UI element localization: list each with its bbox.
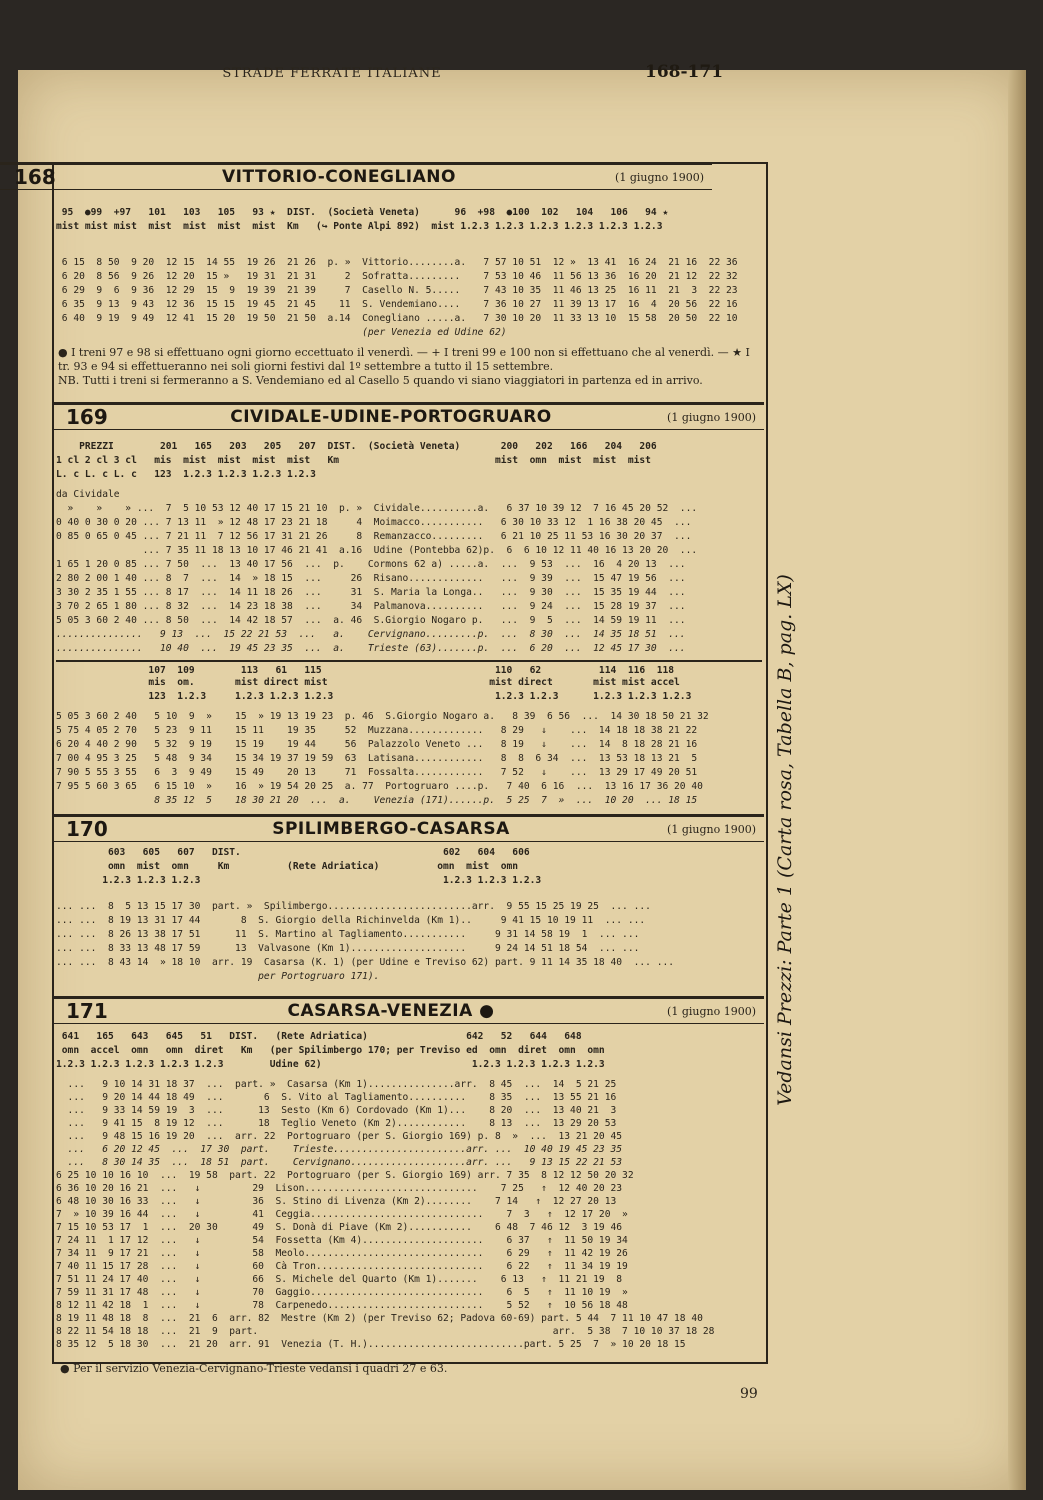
table-row: ... 9 41 15 8 19 12 ... 18 Teglio Veneto (Km 2)............ 8 13 ... 13 29 20 53 bbox=[56, 1118, 617, 1129]
section-number: 168 bbox=[14, 165, 56, 189]
column-header: L. c L. c L. c 123 1.2.3 1.2.3 1.2.3 1.2.3 bbox=[56, 469, 316, 480]
table-row: 7 » 10 39 16 44 ... ↓ 41 Ceggia.............................. 7 3 ↑ 12 17 20 » bbox=[56, 1209, 628, 1220]
table-row: ... 6 20 12 45 ... 17 30 part. Trieste.......................arr. ... 10 40 19 45 23 35 bbox=[56, 1144, 623, 1155]
table-row: 6 20 8 56 9 26 12 20 15 » 19 31 21 31 2 Sofratta......... 7 53 10 46 11 56 13 36 16 20 21 12 22 32 bbox=[56, 271, 738, 282]
section-date: (1 giugno 1900) bbox=[667, 1004, 756, 1018]
page-edge bbox=[1008, 70, 1026, 1490]
table-row: 7 00 4 95 3 25 5 48 9 34 15 34 19 37 19 59 63 Latisana............ 8 8 6 34 ... 13 53 18 13 21 5 bbox=[56, 753, 698, 764]
column-header: 107 109 113 61 115 110 62 114 116 118 bbox=[56, 660, 762, 677]
table-row: ... 9 20 14 44 18 49 ... 6 S. Vito al Tagliamento.......... 8 35 ... 13 55 21 16 bbox=[56, 1092, 617, 1103]
table-row: 6 25 10 10 16 10 ... 19 58 part. 22 Portogruaro (per S. Giorgio 169) arr. 7 35 8 12 12 50 20 32 bbox=[56, 1170, 634, 1181]
table-row: 8 12 11 42 18 1 ... ↓ 78 Carpenedo........................... 5 52 ↑ 10 56 18 48 bbox=[56, 1300, 628, 1311]
table-row: ... ... 8 19 13 31 17 44 8 S. Giorgio della Richinvelda (Km 1).. 9 41 15 10 19 11 ... ... bbox=[56, 915, 646, 926]
table-row: 3 30 2 35 1 55 ... 8 17 ... 14 11 18 26 ... 31 S. Maria la Longa.. ... 9 30 ... 15 35 19 44 ... bbox=[56, 587, 686, 598]
column-header: 95 ●99 +97 101 103 105 93 ★ DIST. (Società Veneta) 96 +98 ●100 102 104 106 94 ★ bbox=[56, 207, 669, 218]
table-row: 6 36 10 20 16 21 ... ↓ 29 Lison.............................. 7 25 ↑ 12 40 20 23 bbox=[56, 1183, 623, 1194]
table-row: ... ... 8 33 13 48 17 59 13 Valvasone (Km 1).................... 9 24 14 51 18 54 ... ... bbox=[56, 943, 640, 954]
table-row: 7 40 11 15 17 28 ... ↓ 60 Cà Tron............................. 6 22 ↑ 11 34 19 19 bbox=[56, 1261, 628, 1272]
table-row: 7 95 5 60 3 65 6 15 10 » 16 » 19 54 20 25 a. 77 Portogruaro ....p. 7 40 6 16 ... 13 16 17 36 20 40 bbox=[56, 781, 703, 792]
table-row: 7 51 11 24 17 40 ... ↓ 66 S. Michele del Quarto (Km 1)....... 6 13 ↑ 11 21 19 8 bbox=[56, 1274, 623, 1285]
column-header: 1 cl 2 cl 3 cl mis mist mist mist mist Km mist omn mist mist mist bbox=[56, 455, 651, 466]
section-header bbox=[0, 165, 712, 190]
table-row: ... ... 8 5 13 15 17 30 part. » Spilimbergo.........................arr. 9 55 15 25 19 25 ... ... bbox=[56, 901, 651, 912]
table-row: da Cividale bbox=[56, 489, 120, 500]
section-171 bbox=[52, 996, 764, 1024]
section-date: (1 giugno 1900) bbox=[667, 822, 756, 836]
section-note: ● I treni 97 e 98 si effettuano ogni giorno eccettuato il venerdì. — + I treni 99 e 100 non si effettuano che al venerdì. — ★ I tr. 93 e 94 si effettueranno nei soli giorni festivi dal 1º settembre a tutto il 15 settembre. bbox=[58, 346, 750, 373]
section-note: NB. Tutti i treni si fermeranno a S. Vendemiano ed al Casello 5 quando vi siano viaggiatori in partenza ed in arrivo. bbox=[58, 374, 703, 387]
column-header: 603 605 607 DIST. 602 604 606 bbox=[56, 847, 530, 858]
column-header: 641 165 643 645 51 DIST. (Rete Adriatica) 642 52 644 648 bbox=[56, 1031, 582, 1042]
section-date: (1 giugno 1900) bbox=[615, 170, 704, 184]
table-row: per Portogruaro 171). bbox=[56, 971, 380, 982]
table-row: 6 40 9 19 9 49 12 41 15 20 19 50 21 50 a.14 Conegliano .....a. 7 30 10 20 11 33 13 10 15 58 20 50 22 10 bbox=[56, 313, 738, 324]
table-row: 5 75 4 05 2 70 5 23 9 11 15 11 19 35 52 Muzzana............. 8 29 ↓ ... 14 18 18 38 21 22 bbox=[56, 725, 698, 736]
column-header: mist mist mist mist mist mist mist Km (↪ Ponte Alpi 892) mist 1.2.3 1.2.3 1.2.3 1.2.3 1.2.3 1.2.3 bbox=[56, 221, 663, 232]
table-row: (per Venezia ed Udine 62) bbox=[56, 327, 507, 338]
table-row: ... ... 8 26 13 38 17 51 11 S. Martino al Tagliamento........... 9 31 14 58 19 1 ... ... bbox=[56, 929, 640, 940]
section-date: (1 giugno 1900) bbox=[667, 410, 756, 424]
table-row: 6 29 9 6 9 36 12 29 15 9 19 39 21 39 7 Casello N. 5..... 7 43 10 35 11 46 13 25 16 11 21 3 22 23 bbox=[56, 285, 738, 296]
section-title: CASARSA-VENEZIA ● bbox=[287, 1001, 495, 1021]
table-row: ............... 10 40 ... 19 45 23 35 ... a. Trieste (63).......p. ... 6 20 ... 12 45 17 30 ... bbox=[56, 643, 686, 654]
table-row: ... 7 35 11 18 13 10 17 46 21 41 a.16 Udine (Pontebba 62)p. 6 6 10 12 11 40 16 13 20 20 ... bbox=[56, 545, 698, 556]
table-row: 7 15 10 53 17 1 ... 20 30 49 S. Donà di Piave (Km 2)........... 6 48 7 46 12 3 19 46 bbox=[56, 1222, 623, 1233]
table-row: 7 24 11 1 17 12 ... ↓ 54 Fossetta (Km 4)..................... 6 37 ↑ 11 50 19 34 bbox=[56, 1235, 628, 1246]
column-header: 1.2.3 1.2.3 1.2.3 1.2.3 1.2.3 1.2.3 bbox=[56, 875, 542, 886]
section-title: CIVIDALE-UDINE-PORTOGRUARO bbox=[230, 407, 552, 427]
table-row: 8 22 11 54 18 18 ... 21 9 part. arr. 5 38 7 10 10 37 18 28 bbox=[56, 1326, 715, 1337]
section-170 bbox=[52, 814, 764, 842]
section-169 bbox=[52, 402, 764, 430]
column-header: 123 1.2.3 1.2.3 1.2.3 1.2.3 1.2.3 1.2.3 1.2.3 1.2.3 1.2.3 bbox=[56, 691, 692, 702]
table-row: ... 8 30 14 35 ... 18 51 part. Cervignano....................arr. ... 9 13 15 22 21 53 bbox=[56, 1157, 623, 1168]
column-header: 1.2.3 1.2.3 1.2.3 1.2.3 1.2.3 Udine 62) 1.2.3 1.2.3 1.2.3 1.2.3 bbox=[56, 1059, 605, 1070]
sidebar-reference bbox=[770, 360, 800, 1320]
table-row: 6 20 4 40 2 90 5 32 9 19 15 19 19 44 56 Palazzolo Veneto ... 8 19 ↓ ... 14 8 18 28 21 16 bbox=[56, 739, 698, 750]
table-row: ... 9 33 14 59 19 3 ... 13 Sesto (Km 6) Cordovado (Km 1)... 8 20 ... 13 40 21 3 bbox=[56, 1105, 617, 1116]
column-header: omn accel omn omn diret Km (per Spilimbergo 170; per Treviso ed omn diret omn omn bbox=[56, 1045, 605, 1056]
table-row: 1 65 1 20 0 85 ... 7 50 ... 13 40 17 56 ... p. Cormons 62 a) .....a. ... 9 53 ... 16 4 20 13 ... bbox=[56, 559, 686, 570]
footer-note: ● Per il servizio Venezia-Cervignano-Trieste vedansi i quadri 27 e 63. bbox=[60, 1362, 448, 1375]
table-row: 0 40 0 30 0 20 ... 7 13 11 » 12 48 17 23 21 18 4 Moimacco........... 6 30 10 33 12 1 16 38 20 45 ... bbox=[56, 517, 692, 528]
table-row: 5 05 3 60 2 40 ... 8 50 ... 14 42 18 57 ... a. 46 S.Giorgio Nogaro p. ... 9 5 ... 14 59 19 11 ... bbox=[56, 615, 686, 626]
section-168 bbox=[0, 162, 712, 190]
table-row: 6 35 9 13 9 43 12 36 15 15 19 45 21 45 11 S. Vendemiano.... 7 36 10 27 11 39 13 17 16 4 20 56 22 16 bbox=[56, 299, 738, 310]
sidebar-text: Vedansi Prezzi: Parte 1 (Carta rosa, Tabella B, pag. LX) bbox=[774, 574, 796, 1106]
section-number: 171 bbox=[66, 999, 108, 1023]
section-header bbox=[52, 999, 764, 1024]
running-title: STRADE FERRATE ITALIANE bbox=[222, 66, 442, 81]
page-range: 168-171 bbox=[645, 62, 724, 82]
table-row: ... ... 8 43 14 » 18 10 arr. 19 Casarsa (K. 1) (per Udine e Treviso 62) part. 9 11 14 35 18 40 ... ... bbox=[56, 957, 675, 968]
table-row: 2 80 2 00 1 40 ... 8 7 ... 14 » 18 15 ... 26 Risano............. ... 9 39 ... 15 47 19 56 ... bbox=[56, 573, 686, 584]
table-row: 6 48 10 30 16 33 ... ↓ 36 S. Stino di Livenza (Km 2)........ 7 14 ↑ 12 27 20 13 bbox=[56, 1196, 617, 1207]
section-title: VITTORIO-CONEGLIANO bbox=[222, 167, 456, 187]
section-title: SPILIMBERGO-CASARSA bbox=[272, 819, 510, 839]
table-row: 8 19 11 48 18 8 ... 21 6 arr. 82 Mestre (Km 2) (per Treviso 62; Padova 60-69) part. 5 44 7 11 10 47 18 40 bbox=[56, 1313, 703, 1324]
column-header: omn mist omn Km (Rete Adriatica) omn mist omn bbox=[56, 861, 519, 872]
section-header bbox=[52, 817, 764, 842]
section-number: 169 bbox=[66, 405, 108, 429]
page-number: 99 bbox=[740, 1386, 758, 1402]
table-row: 3 70 2 65 1 80 ... 8 32 ... 14 23 18 38 ... 34 Palmanova.......... ... 9 24 ... 15 28 19 37 ... bbox=[56, 601, 686, 612]
table-row: 8 35 12 5 18 30 21 20 ... a. Venezia (171)......p. 5 25 7 » ... 10 20 ... 18 15 bbox=[56, 795, 698, 806]
table-row: 0 85 0 65 0 45 ... 7 21 11 7 12 56 17 31 21 26 8 Remanzacco......... 6 21 10 25 11 53 16 30 20 37 ... bbox=[56, 531, 692, 542]
section-header bbox=[52, 405, 764, 430]
table-row: » » » ... 7 5 10 53 12 40 17 15 21 10 p. » Cividale..........a. 6 37 10 39 12 7 16 45 20 52 ... bbox=[56, 503, 698, 514]
table-row: 6 15 8 50 9 20 12 15 14 55 19 26 21 26 p. » Vittorio........a. 7 57 10 51 12 » 13 41 16 24 21 16 22 36 bbox=[56, 257, 738, 268]
table-row: 7 34 11 9 17 21 ... ↓ 58 Meolo............................... 6 29 ↑ 11 42 19 26 bbox=[56, 1248, 628, 1259]
column-header: PREZZI 201 165 203 205 207 DIST. (Società Veneta) 200 202 166 204 206 bbox=[56, 441, 657, 452]
table-row: 7 90 5 55 3 55 6 3 9 49 15 49 20 13 71 Fossalta............ 7 52 ↓ ... 13 29 17 49 20 51 bbox=[56, 767, 698, 778]
table-row: 8 35 12 5 18 30 ... 21 20 arr. 91 Venezia (T. H.)...........................part. 5 25 7 » 10 20 18 15 bbox=[56, 1339, 686, 1350]
table-row: ... 9 10 14 31 18 37 ... part. » Casarsa (Km 1)...............arr. 8 45 ... 14 5 21 25 bbox=[56, 1079, 617, 1090]
table-row: 7 59 11 31 17 48 ... ↓ 70 Gaggio.............................. 6 5 ↑ 11 10 19 » bbox=[56, 1287, 628, 1298]
table-row: 5 05 3 60 2 40 5 10 9 » 15 » 19 13 19 23 p. 46 S.Giorgio Nogaro a. 8 39 6 56 ... 14 30 18 50 21 32 bbox=[56, 711, 709, 722]
table-row: ............... 9 13 ... 15 22 21 53 ... a. Cervignano.........p. ... 8 30 ... 14 35 18 51 ... bbox=[56, 629, 686, 640]
table-row: ... 9 48 15 16 19 20 ... arr. 22 Portogruaro (per S. Giorgio 169) p. 8 » ... 13 21 20 45 bbox=[56, 1131, 623, 1142]
column-header: mis om. mist direct mist mist direct mist mist accel bbox=[56, 677, 680, 688]
section-number: 170 bbox=[66, 817, 108, 841]
